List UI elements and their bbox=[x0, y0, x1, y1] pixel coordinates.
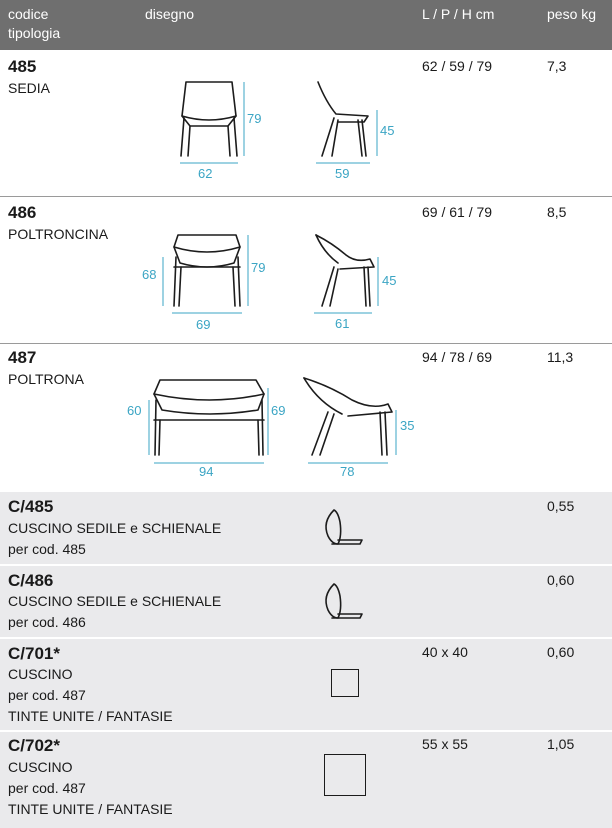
accessory-dims: 40 x 40 bbox=[422, 644, 468, 660]
dim-depth-label: 61 bbox=[335, 316, 350, 331]
dim-height-label: 79 bbox=[251, 260, 266, 275]
chair-486-side-view bbox=[316, 235, 374, 306]
accessory-code: C/702* bbox=[8, 736, 60, 755]
accessory-desc-line: per cod. 485 bbox=[8, 541, 86, 557]
product-weight: 7,3 bbox=[547, 58, 567, 74]
accessory-desc-line: TINTE UNITE / FANTASIE bbox=[8, 801, 173, 817]
product-weight: 11,3 bbox=[547, 349, 574, 365]
product-name: POLTRONA bbox=[8, 371, 84, 387]
dim-arm-label: 68 bbox=[142, 267, 157, 282]
dim-height-label: 79 bbox=[247, 111, 262, 126]
product-dims: 62 / 59 / 79 bbox=[422, 58, 493, 74]
product-dims: 94 / 78 / 69 bbox=[422, 349, 493, 365]
accessory-dims: 55 x 55 bbox=[422, 736, 468, 752]
product-name: POLTRONCINA bbox=[8, 226, 109, 242]
header-drawing-label: disegno bbox=[145, 6, 195, 22]
chair-487-side-view bbox=[304, 378, 392, 455]
accessory-desc-line: CUSCINO SEDILE e SCHIENALE bbox=[8, 593, 222, 609]
table-header bbox=[0, 0, 612, 50]
chair-485-front-view bbox=[181, 82, 237, 156]
dim-width-label: 62 bbox=[198, 166, 213, 181]
square-cushion-icon bbox=[324, 754, 366, 796]
accessory-row-c701 bbox=[0, 639, 612, 730]
accessory-code: C/485 bbox=[8, 497, 54, 516]
chair-486-front-view bbox=[174, 235, 240, 306]
header-type-label: tipologia bbox=[8, 25, 61, 41]
chair-486-drawing bbox=[0, 197, 612, 343]
dim-arm-label: 60 bbox=[127, 403, 142, 418]
dim-width-label: 69 bbox=[196, 317, 211, 332]
accessory-code: C/486 bbox=[8, 571, 54, 590]
accessory-desc-line: per cod. 486 bbox=[8, 614, 86, 630]
product-code: 486 bbox=[8, 203, 37, 222]
dim-seat-label: 45 bbox=[382, 273, 397, 288]
square-cushion-icon bbox=[331, 669, 359, 697]
accessory-weight: 0,60 bbox=[547, 572, 575, 588]
accessory-desc-line: per cod. 487 bbox=[8, 780, 86, 796]
dim-height-label: 69 bbox=[271, 403, 286, 418]
accessory-desc-line: CUSCINO SEDILE e SCHIENALE bbox=[8, 520, 222, 536]
chair-487-front-view bbox=[154, 380, 264, 455]
chair-485-drawing bbox=[0, 50, 612, 196]
header-dims-label: L / P / H cm bbox=[422, 6, 495, 22]
product-code: 487 bbox=[8, 348, 37, 367]
product-name: SEDIA bbox=[8, 80, 51, 96]
accessory-row-c486 bbox=[0, 566, 612, 637]
accessory-code: C/701* bbox=[8, 644, 60, 663]
accessory-desc-line: TINTE UNITE / FANTASIE bbox=[8, 708, 173, 724]
accessory-weight: 1,05 bbox=[547, 736, 575, 752]
header-weight-label: peso kg bbox=[547, 6, 597, 22]
dim-depth-label: 59 bbox=[335, 166, 350, 181]
dim-seat-label: 45 bbox=[380, 123, 395, 138]
product-code: 485 bbox=[8, 57, 37, 76]
accessory-desc-line: per cod. 487 bbox=[8, 687, 86, 703]
product-row-487 bbox=[0, 344, 612, 492]
accessory-row-c702 bbox=[0, 732, 612, 828]
product-dims: 69 / 61 / 79 bbox=[422, 204, 493, 220]
seat-cushion-icon bbox=[320, 506, 370, 556]
dim-depth-label: 78 bbox=[340, 464, 355, 479]
dim-seat-label: 35 bbox=[400, 418, 415, 433]
chair-485-side-view bbox=[318, 82, 368, 156]
accessory-row-c485 bbox=[0, 492, 612, 564]
accessory-desc-line: CUSCINO bbox=[8, 666, 73, 682]
product-row-485 bbox=[0, 50, 612, 196]
product-weight: 8,5 bbox=[547, 204, 567, 220]
seat-cushion-icon bbox=[320, 580, 370, 630]
chair-487-drawing bbox=[0, 344, 612, 492]
accessory-weight: 0,60 bbox=[547, 644, 575, 660]
dim-width-label: 94 bbox=[199, 464, 214, 479]
accessory-weight: 0,55 bbox=[547, 498, 575, 514]
product-row-486 bbox=[0, 197, 612, 343]
header-code-label: codice bbox=[8, 6, 49, 22]
accessory-desc-line: CUSCINO bbox=[8, 759, 73, 775]
